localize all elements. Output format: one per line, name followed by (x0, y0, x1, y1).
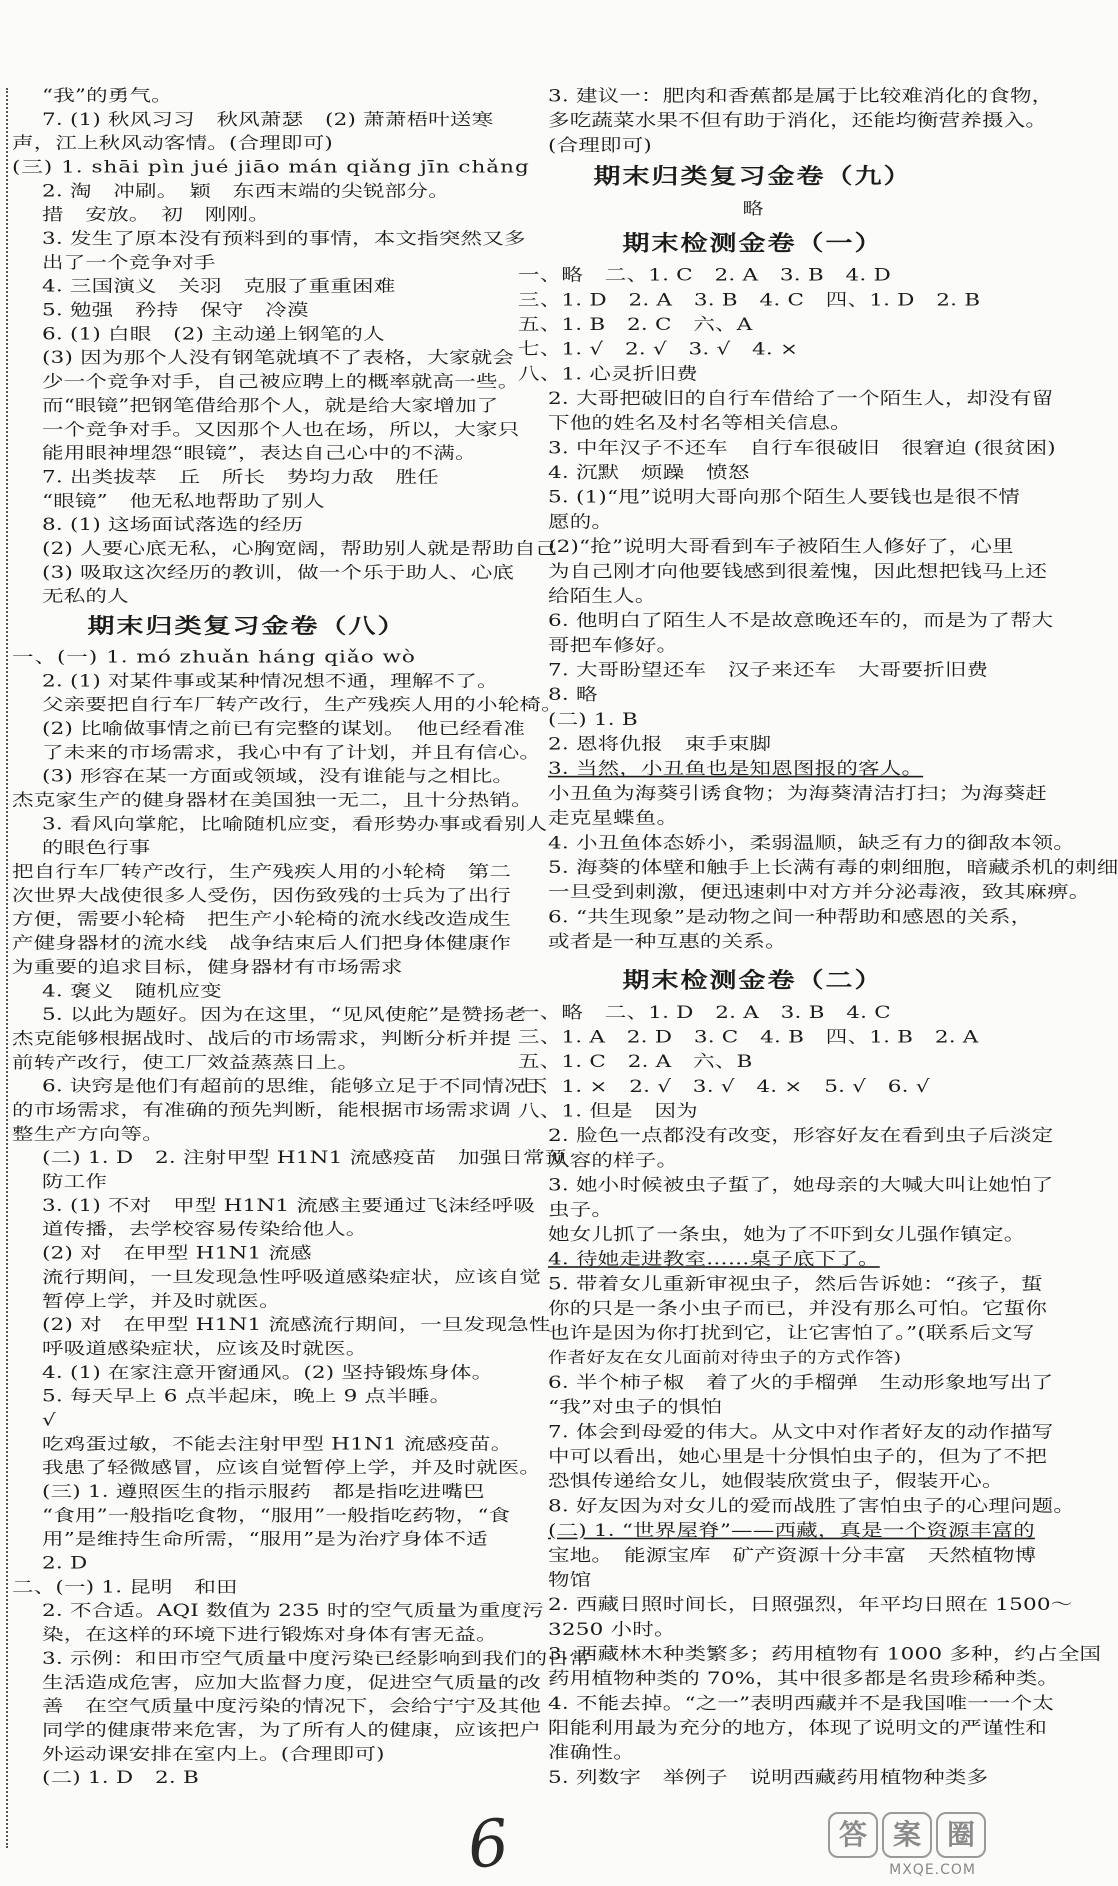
answer-line: 能用眼神埋怨“眼镜”，表达自己心中的不满。 (42, 443, 477, 464)
answer-line: 2. 不合适。AQI 数值为 235 时的空气质量为重度污 (42, 1601, 544, 1621)
answer-line: (2)“抢”说明大哥看到车子被陌生人修好了，心里 (548, 536, 1014, 557)
answer-line: 恐惧传递给女儿，她假装欣赏虫子，假装开心。 (548, 1471, 1004, 1492)
answer-line: 用”是维持生命所需，“服用”是为治疗身体不适 (42, 1530, 488, 1550)
answer-line: 4. 三国演义 关羽 克服了重重困难 (42, 277, 396, 297)
answer-line: 从容的样子。 (548, 1150, 679, 1171)
answer-line: 多吃蔬菜水果不但有助于消化，还能均衡营养摄入。 (548, 111, 1048, 131)
answer-line: 6. 他明白了陌生人不是故意晚还车的，而是为了帮大 (548, 611, 1054, 631)
left-margin-dotted-line (6, 88, 8, 1848)
answer-line: 4. 褒义 随机应变 (42, 981, 222, 1001)
answer-line: 哥把车修好。 (548, 635, 679, 656)
answer-line: 杰克能够根据战时、战后的市场需求，判断分析并提 (12, 1029, 512, 1049)
answer-line: (三) 1. shāi pìn jué jiāo mán qiǎng jīn chǎng (12, 157, 530, 178)
answer-line: 6. “共生现象”是动物之间一种帮助和感恩的关系， (548, 907, 1033, 928)
answer-line: 虫子。 (548, 1200, 614, 1221)
answer-line: 八、1. 心灵折旧费 (518, 364, 698, 385)
answer-line: (三) 1. 遵照医生的指示服药 都是指吃进嘴巴 (42, 1482, 485, 1502)
answer-line: (2) 对 在甲型 H1N1 流感 (42, 1243, 312, 1264)
answer-line: 或者是一种互惠的关系。 (548, 931, 787, 952)
answer-line: 中可以看出，她心里是十分惧怕虫子的，但为了不把 (548, 1446, 1048, 1467)
watermark-logo (786, 1812, 986, 1878)
answer-line: “食用”一般指吃食物，“服用”一般指吃药物，“食 (42, 1506, 511, 1526)
answer-line: 一、略 二、1. D 2. A 3. B 4. C (518, 1002, 891, 1023)
answer-line: 5. 以此为题好。因为在这里，“见风使舵”是赞扬老 (42, 1005, 527, 1025)
section-heading: 期末归类复习金卷（九） (593, 164, 913, 190)
answer-line: 7. 出类拔萃 丘 所长 势均力敌 胜任 (42, 467, 439, 488)
answer-line: 准确性。 (548, 1743, 635, 1763)
answer-line: 你的只是一条小虫子而已，并没有那么可怕。它蜇你 (548, 1298, 1048, 1319)
answer-line: 产健身器材的流水线 战争结束后人们把身体健康作 (12, 933, 512, 954)
answer-line: 她女儿抓了一条虫，她为了不吓到女儿强作镇定。 (548, 1224, 1026, 1245)
answer-line: 6. (1) 白眼 (2) 主动递上钢笔的人 (42, 324, 385, 344)
answer-line: 三、1. D 2. A 3. B 4. C 四、1. D 2. B (518, 290, 981, 311)
answer-line: (二) 1. D 2. 注射甲型 H1N1 流感疫苗 加强日常预 (42, 1148, 567, 1168)
answer-line: (合理即可) (548, 135, 652, 156)
answer-line: 外运动课安排在室内上。(合理即可) (42, 1744, 385, 1764)
answer-line: 七、1. √ 2. √ 3. √ 4. × (518, 339, 799, 360)
section-heading: 期末归类复习金卷（八） (87, 614, 407, 639)
answer-line: (二) 1. B (548, 709, 638, 730)
answer-line: 2. 恩将仇报 束手束脚 (548, 734, 772, 755)
answer-line: 我患了轻微感冒，应该自觉暂停上学，并及时就医。 (42, 1458, 542, 1478)
answer-line: 下他的姓名及村名等相关信息。 (548, 413, 852, 434)
answer-line: 3. 她小时候被虫子蜇了，她母亲的大喊大叫让她怕了 (548, 1175, 1054, 1196)
answer-line: 4. 小丑鱼体态娇小，柔弱温顺，缺乏有力的御敌本领。 (548, 833, 1076, 854)
section-heading: 期末检测金卷（二） (622, 968, 884, 994)
answer-line: 3. 发生了原本没有预料到的事情，本文指突然又多 (42, 229, 526, 249)
answer-line: 暂停上学，并及时就医。 (42, 1291, 281, 1311)
answer-line: 5. 勉强 矜持 保守 冷漠 (42, 300, 309, 321)
answer-line: 整生产方向等。 (12, 1124, 164, 1144)
answer-line: 八、1. 但是 因为 (518, 1101, 698, 1122)
answer-line: 一、略 二、1. C 2. A 3. B 4. D (518, 265, 891, 286)
answer-line: 5. 列数字 举例子 说明西藏药用植物种类多 (548, 1767, 989, 1788)
answer-line: 2. D (42, 1553, 88, 1574)
answer-line: 而“眼镜”把钢笔借给那个人，就是给大家增加了 (42, 396, 499, 416)
answer-line: 措 安放。 初 刚刚。 (42, 205, 270, 225)
page-number: 6 (464, 1806, 513, 1884)
answer-line: 6. 半个柿子椒 着了火的手榴弹 生动形象地写出了 (548, 1372, 1054, 1393)
answer-line: 4. 沉默 烦躁 愤怒 (548, 462, 750, 483)
answer-line: (2) 比喻做事情之前已有完整的谋划。 他已经看准 (42, 719, 526, 739)
answer-line: (3) 因为那个人没有钢笔就填不了表格，大家就会 (42, 348, 515, 368)
answer-line: 7. (1) 秋风习习 秋风萧瑟 (2) 萧萧梧叶送寒 (42, 110, 494, 130)
answer-line: “我”对虫子的惧怕 (548, 1397, 723, 1418)
answer-line: 了未来的市场需求，我心中有了计划，并且有信心。 (42, 743, 542, 763)
answer-line: 同学的健康带来危害，为了所有人的健康，应该把户 (42, 1720, 542, 1741)
answer-line: 的市场需求，有准确的预先判断，能根据市场需求调 (12, 1100, 512, 1121)
answer-line: 三、1. A 2. D 3. C 4. B 四、1. B 2. A (518, 1027, 979, 1048)
answer-line: 3. 示例：和田市空气质量中度污染已经影响到我们的日常 (42, 1649, 591, 1669)
answer-line: 2. 脸色一点都没有改变，形容好友在看到虫子后淡定 (548, 1126, 1054, 1146)
answer-line: 呼吸道感染症状，应该及时就医。 (42, 1339, 368, 1359)
answer-line: 小丑鱼为海葵引诱食物；为海葵清洁打扫；为海葵赶 (548, 783, 1048, 804)
answer-line: 无私的人 (42, 587, 129, 607)
answer-line: 3. 看风向掌舵，比喻随机应变，看形势办事或看别人 (42, 814, 548, 834)
answer-line: 七、1. × 2. √ 3. √ 4. × 5. √ 6. √ (518, 1076, 930, 1097)
answer-line: 声，江上秋风动客情。(合理即可) (12, 133, 333, 154)
answer-line: 5. (1)“甩”说明大哥向那个陌生人要钱也是很不情 (548, 487, 1020, 508)
answer-line: (3) 吸取这次经历的教训，做一个乐于助人、心底 (42, 563, 515, 583)
watermark-url: MXQE.COM (889, 1862, 976, 1878)
answer-line: 二、(一) 1. 昆明 和田 (12, 1577, 238, 1598)
answer-line: 5. 带着女儿重新审视虫子，然后告诉她：“孩子，蜇 (548, 1274, 1043, 1295)
answer-line: 4. 不能去掉。“之一”表明西藏并不是我国唯一一个太 (548, 1693, 1055, 1714)
answer-line: 7. 体会到母爱的伟大。从文中对作者好友的动作描写 (548, 1422, 1054, 1443)
answer-line: 4. (1) 在家注意开窗通风。(2) 坚持锻炼身体。 (42, 1363, 494, 1383)
answer-line: 7. 大哥盼望还车 汉子来还车 大哥要折旧费 (548, 660, 989, 681)
answer-line: 3. 西藏林木种类繁多；药用植物有 1000 多种，约占全国 (548, 1644, 1102, 1665)
answer-line: 前转产改行，使工厂效益蒸蒸日上。 (12, 1053, 360, 1073)
answer-line: 一旦受到刺激，便迅速刺中对方并分泌毒液，致其麻痹。 (548, 882, 1091, 903)
answer-line: 8. 好友因为对女儿的爱而战胜了害怕虫子的心理问题。 (548, 1496, 1076, 1517)
answer-line: 作者好友在女儿面前对待虫子的方式作答) (548, 1349, 902, 1367)
answer-line: 父亲要把自行车厂转产改行，生产残疾人用的小轮椅。 (42, 695, 563, 715)
answer-line: 善 在空气质量中度污染的情况下，会给宁宁及其他 (42, 1697, 542, 1717)
answer-line: 8. 略 (548, 685, 598, 705)
answer-line: 3. 建议一：肥肉和香蕉都是属于比较难消化的食物， (548, 86, 1054, 107)
answer-line: “我”的勇气。 (42, 86, 173, 106)
answer-line: 的眼色行事 (42, 838, 151, 858)
answer-line: 3. 中年汉子不还车 自行车很破旧 很窘迫 (很贫困) (548, 438, 1056, 459)
section-heading: 期末检测金卷（一） (622, 231, 884, 256)
answer-line: (二) 1. D 2. B (42, 1768, 199, 1788)
answer-line: 次世界大战使很多人受伤，因伤致残的士兵为了出行 (12, 886, 512, 906)
answer-line: 3. 当然，小丑鱼也是知恩图报的客人。 (548, 759, 924, 779)
answer-line: 4. 待她走进教室……桌子底下了。 (548, 1249, 880, 1270)
answer-line: 流行期间，一旦发现急性呼吸道感染症状，应该自觉 (42, 1267, 542, 1288)
answer-line: 6. 诀窍是他们有超前的思维，能够立足于不同情况下 (42, 1077, 548, 1097)
answer-line: 少一个竞争对手，自己被应聘上的概率就高一些。 (42, 372, 520, 392)
answer-line: 宝地。 能源宝库 矿产资源十分丰富 天然植物博 (548, 1545, 1037, 1566)
answer-line: 染，在这样的环境下进行锻炼对身体有害无益。 (42, 1625, 498, 1645)
answer-line: 也许是因为你打扰到它，让它害怕了。”(联系后文写 (548, 1323, 1035, 1344)
answer-line: 生活造成危害，应加大监督力度，促进空气质量的改 (42, 1673, 542, 1693)
answer-line: √ (42, 1410, 56, 1431)
answer-line: 道传播，去学校容易传染给他人。 (42, 1220, 368, 1240)
omitted-answer: 略 (742, 198, 764, 218)
answer-line: 走克星蝶鱼。 (548, 808, 679, 829)
answer-line: (2) 对 在甲型 H1N1 流感流行期间，一旦发现急性 (42, 1315, 551, 1335)
answer-line: 药用植物种类的 70%，其中很多都是名贵珍稀种类。 (548, 1669, 1060, 1689)
answer-line: 2. 淘 冲刷。 颖 东西末端的尖锐部分。 (42, 181, 450, 201)
answer-line: 2. 大哥把破旧的自行车借给了一个陌生人，却没有留 (548, 388, 1054, 409)
answer-line: 8. (1) 这场面试落选的经历 (42, 515, 304, 535)
answer-line: 5. 海葵的体壁和触手上长满有毒的刺细胞，暗藏杀机的刺细 (548, 857, 1118, 878)
answer-line: 五、1. C 2. A 六、B (518, 1052, 753, 1072)
answer-line: 一、(一) 1. mó zhuǎn háng qiǎo wò (12, 647, 416, 668)
answer-line: 2. (1) 对某件事或某种情况想不通，理解不了。 (42, 671, 499, 691)
answer-line: (2) 人要心底无私，心胸宽阔，帮助别人就是帮助自己 (42, 539, 558, 559)
answer-line: 愿的。 (548, 512, 614, 533)
answer-line: 阳能利用最为充分的地方，体现了说明文的严谨性和 (548, 1718, 1048, 1739)
answer-line: 杰克家生产的健身器材在美国独一无二，且十分热销。 (12, 790, 533, 811)
answer-line: 吃鸡蛋过敏，不能去注射甲型 H1N1 流感疫苗。 (42, 1434, 513, 1454)
answer-line: 2. 西藏日照时间长，日照强烈，年平均日照在 1500～ (548, 1594, 1073, 1615)
answer-line: (3) 形容在某一方面或领域，没有谁能与之相比。 (42, 767, 515, 787)
right-column (518, 84, 1118, 1790)
answer-line: 物馆 (548, 1570, 592, 1591)
answer-line: 出了一个竞争对手 (42, 253, 216, 273)
answer-line: (二) 1. “世界屋脊”——西藏，真是一个资源丰富的 (548, 1520, 1035, 1541)
answer-line: 3250 小时。 (548, 1619, 676, 1640)
answer-line: 为自己刚才向他要钱感到很羞愧，因此想把钱马上还 (548, 561, 1048, 582)
answer-line: 五、1. B 2. C 六、A (518, 314, 753, 335)
watermark-badge: 答 案 圈 (828, 1812, 986, 1858)
answer-line: 3. (1) 不对 甲型 H1N1 流感主要通过飞沫经呼吸 (42, 1196, 536, 1216)
answer-line: 给陌生人。 (548, 586, 657, 607)
answer-line: 方便，需要小轮椅 把生产小轮椅的流水线改造成生 (12, 910, 512, 930)
answer-line: 5. 每天早上 6 点半起床，晚上 9 点半睡。 (42, 1387, 452, 1407)
answer-line: 一个竞争对手。又因那个人也在场，所以，大家只 (42, 420, 520, 440)
answer-line: 防工作 (42, 1172, 108, 1192)
answer-line: “眼镜” 他无私地帮助了别人 (42, 491, 325, 511)
answer-line: 把自行车厂转产改行，生产残疾人用的小轮椅 第二 (12, 862, 512, 882)
answer-line: 为重要的追求目标，健身器材有市场需求 (12, 957, 403, 978)
